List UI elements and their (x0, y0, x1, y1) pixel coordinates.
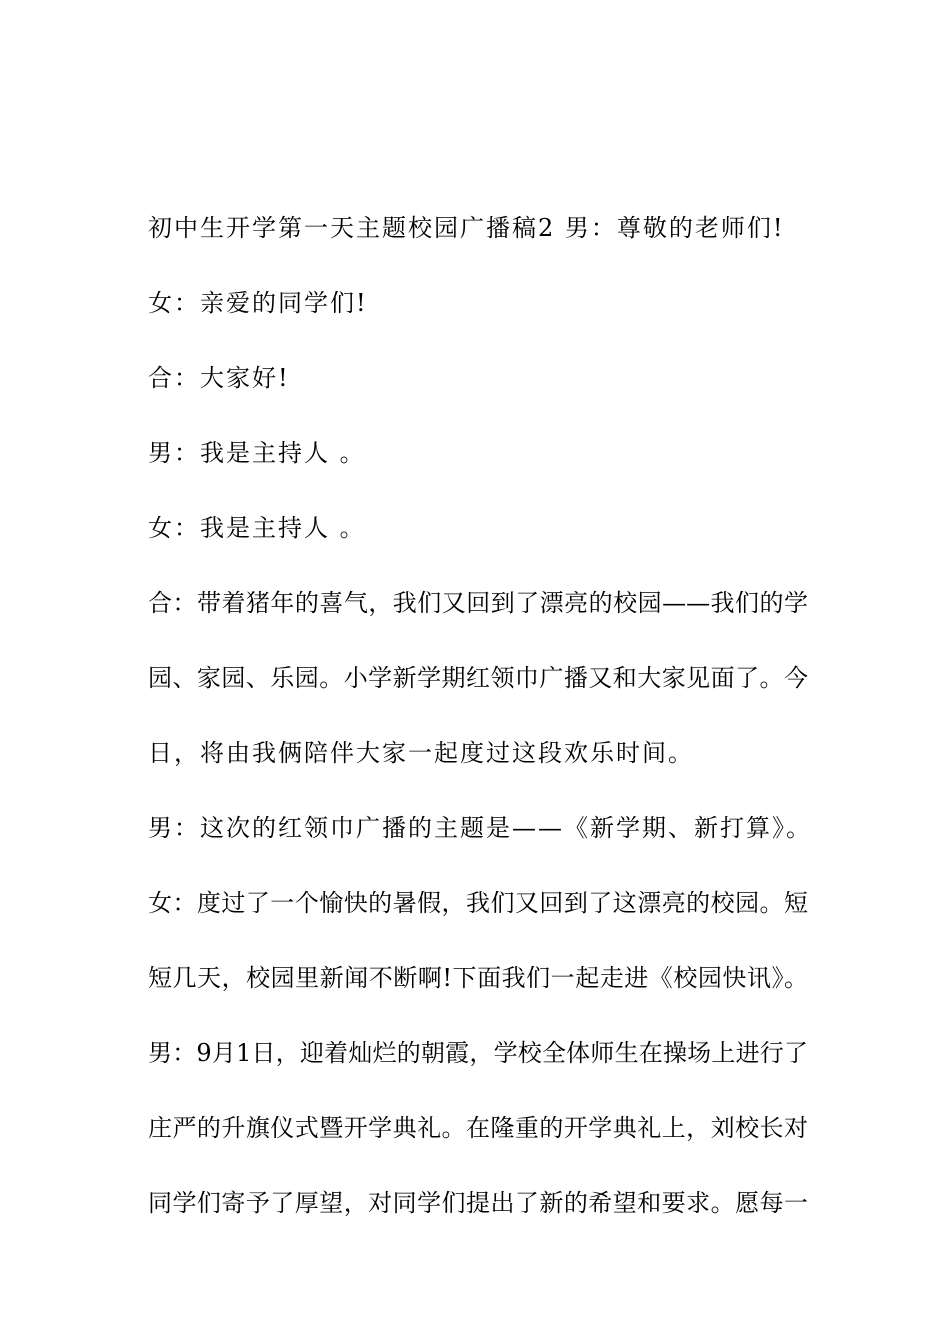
text-line: 园、家园、乐园。小学新学期红领巾广播又和大家见面了。今 (148, 664, 808, 692)
text-line: 合：大家好! (148, 364, 290, 392)
text-line: 初中生开学第一天主题校园广播稿2 男：尊敬的老师们! (148, 214, 785, 242)
text-line: 男：这次的红领巾广播的主题是——《新学期、新打算》。 (148, 814, 812, 842)
text-line: 男：9月1日，迎着灿烂的朝霞，学校全体师生在操场上进行了 (148, 1039, 808, 1067)
text-line: 同学们寄予了厚望，对同学们提出了新的希望和要求。愿每一 (148, 1189, 808, 1217)
text-line: 庄严的升旗仪式暨开学典礼。在隆重的开学典礼上，刘校长对 (148, 1114, 808, 1142)
text-line: 日，将由我俩陪伴大家一起度过这段欢乐时间。 (148, 739, 694, 767)
text-line: 女：度过了一个愉快的暑假，我们又回到了这漂亮的校园。短 (148, 889, 808, 917)
text-line: 女：亲爱的同学们! (148, 289, 368, 317)
text-line: 男：我是主持人 。 (148, 439, 366, 467)
text-line: 女：我是主持人 。 (148, 514, 366, 542)
text-line: 合：带着猪年的喜气，我们又回到了漂亮的校园——我们的学 (148, 589, 808, 617)
document-body (148, 200, 812, 1250)
text-line: 短几天，校园里新闻不断啊!下面我们一起走进《校园快讯》。 (148, 964, 808, 992)
